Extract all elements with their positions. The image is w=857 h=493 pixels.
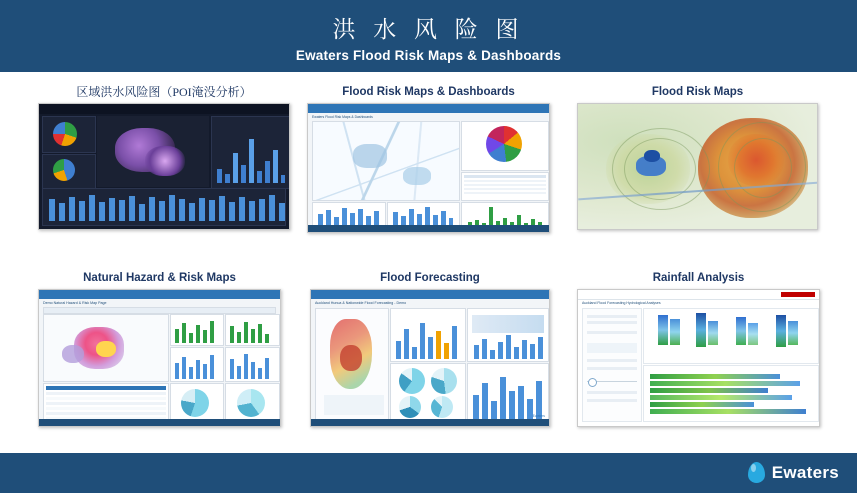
terrain-map-preview: [578, 104, 817, 229]
dashboard-preview-light-4: [578, 290, 819, 426]
thumbnail-regional-flood-risk[interactable]: [38, 103, 290, 230]
thumb-inner-title-1: Ewaters Flood Risk Maps & Dashboards: [312, 115, 373, 119]
page-title-en: Ewaters Flood Risk Maps & Dashboards: [295, 48, 562, 63]
card-regional-flood-risk[interactable]: [38, 86, 290, 230]
brand-name: Ewaters: [771, 462, 839, 482]
dashboard-preview-light-1: [308, 104, 549, 232]
card-title-natural-hazard-risk-maps: Natural Hazard & Risk Maps: [83, 272, 236, 284]
card-flood-risk-maps-dashboards[interactable]: [307, 86, 550, 233]
card-natural-hazard-risk-maps[interactable]: [38, 272, 281, 427]
card-title-regional-flood-risk: 区域洪水风险图（POI淹没分析）: [76, 85, 252, 99]
slide-footer: [0, 453, 857, 493]
dashboard-preview-light-2: [39, 290, 280, 426]
card-title-flood-risk-maps: Flood Risk Maps: [651, 86, 744, 98]
thumbnail-natural-hazard-risk-maps[interactable]: [38, 289, 281, 427]
card-flood-forecasting[interactable]: [310, 272, 550, 427]
page-title-cn: 洪 水 风 险 图: [332, 17, 525, 42]
thumb-inner-title-4: Auckland Flood Forecasting Hydrological Analyses: [582, 301, 661, 305]
card-title-rainfall-analysis: Rainfall Analysis: [652, 272, 745, 284]
brand-logo: [748, 462, 839, 483]
thumb-brand-label: Ewaters: [532, 414, 545, 418]
thumbnail-flood-forecasting[interactable]: [310, 289, 550, 427]
water-drop-icon: [748, 462, 765, 483]
card-title-flood-forecasting: Flood Forecasting: [380, 272, 480, 284]
dashboard-preview-light-3: [311, 290, 549, 426]
thumbnail-flood-risk-maps[interactable]: [577, 103, 818, 230]
slide-header: [0, 0, 857, 72]
thumbnail-rainfall-analysis[interactable]: [577, 289, 820, 427]
thumbnail-flood-risk-maps-dashboards[interactable]: [307, 103, 550, 233]
dashboard-preview-dark: [39, 104, 289, 229]
card-flood-risk-maps[interactable]: [577, 86, 818, 230]
card-title-flood-risk-maps-dashboards: Flood Risk Maps & Dashboards: [342, 86, 515, 98]
thumb-inner-title-2: Demo Natural Hazard & Risk Map Page: [43, 301, 107, 305]
thumb-inner-title-3: Auckland Hunua & Nationwide Flood Forecasting - Demo: [315, 301, 407, 305]
card-rainfall-analysis[interactable]: [577, 272, 820, 427]
